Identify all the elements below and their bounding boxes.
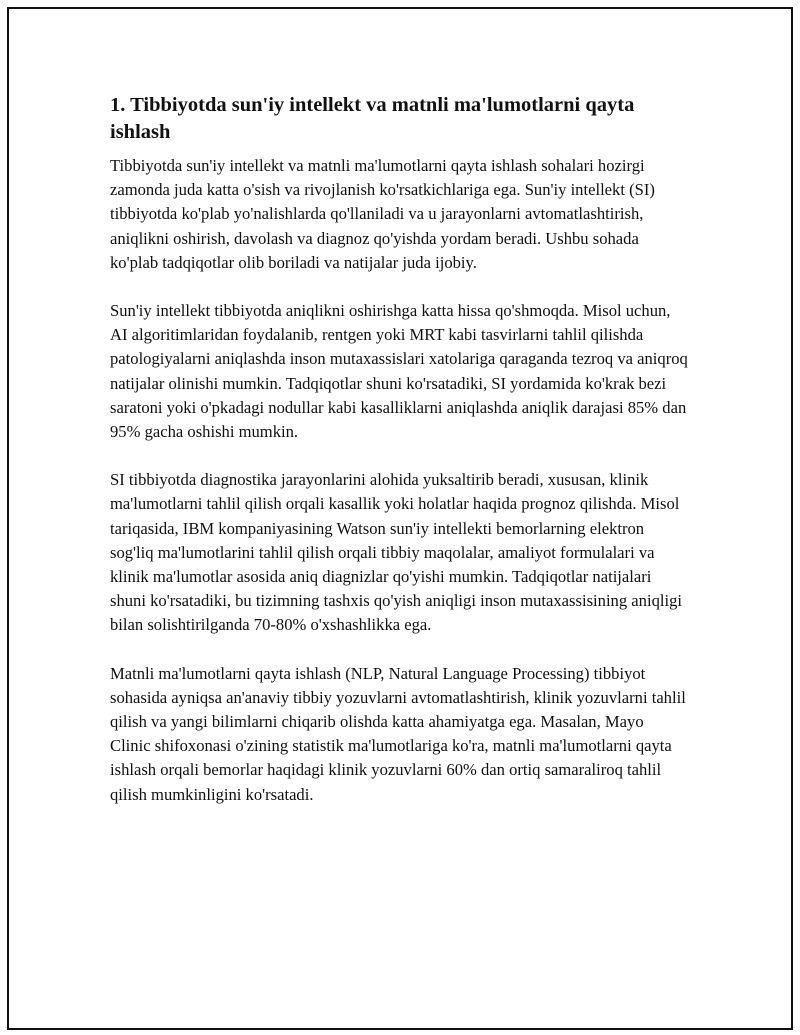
paragraph-3: SI tibbiyotda diagnostika jarayonlarini alohida yuksaltirib beradi, xususan, klinik ma'lumotlarni tahlil qilish orqali kasallik yoki holatlar haqida prognoz qilishda. Misol tariqasida, IBM kompaniyasining Watson sun'iy intellekti bemorlarning elektron sog'liq ma'lumotlarini tahlil qilish orqali tibbiy maqolalar, amaliyot formulalari va klinik ma'lumotlar asosida aniq diagnizlar qo'yishi mumkin. Tadqiqotlar natijalari shuni ko'rsatadiki, bu tizimning tashxis qo'yish aniqligi inson mutaxassisining aniqligi bilan solishtirilganda 70-80% o'xshashlikka ega. [110, 470, 682, 635]
section-heading: 1. Tibbiyotda sun'iy intellekt va matnli ma'lumotlarni qayta ishlash [110, 94, 635, 143]
paragraph-2: Sun'iy intellekt tibbiyotda aniqlikni oshirishga katta hissa qo'shmoqda. Misol uchun, AI algoritimlaridan foydalanib, rentgen yoki MRT kabi tasvirlarni tahlil qilishda patologiyalarni aniqlashda inson mutaxassislari xatolariga qaraganda tezroq va aniqroq natijalar olinishi mumkin. Tadqiqotlar shuni ko'rsatadiki, SI yordamida ko'krak bezi saratoni yoki o'pkadagi nodullar kabi kasalliklarni aniqlashda aniqlik darajasi 85% dan 95% gacha oshishi mumkin. [110, 301, 688, 442]
paragraph-4: Matnli ma'lumotlarni qayta ishlash (NLP, Natural Language Processing) tibbiyot sohasida ayniqsa an'anaviy tibbiy yozuvlarni avtomatlashtirish, klinik yozuvlarni tahlil qilish va yangi bilimlarni chiqarib olishda katta ahamiyatga ega. Masalan, Mayo Clinic shifoxonasi o'zining statistik ma'lumotlariga ko'ra, matnli ma'lumotlarni qayta ishlash orqali bemorlar haqidagi klinik yozuvlarni 60% dan ortiq samaraliroq tahlil qilish mumkinligini ko'rsatadi. [110, 663, 686, 804]
paragraph-1: Tibbiyotda sun'iy intellekt va matnli ma'lumotlarni qayta ishlash sohalari hozirgi zamonda juda katta o'sish va rivojlanish ko'rsatkichlariga ega. Sun'iy intellekt (SI) tibbiyotda ko'plab yo'nalishlarda qo'llaniladi va u jarayonlarni avtomatlashtirish, aniqlikni oshirish, davolash va diagnoz qo'yishda yordam beradi. Ushbu sohada ko'plab tadqiqotlar olib boriladi va natijalar juda ijobiy. [110, 156, 655, 272]
document-body [110, 92, 688, 831]
